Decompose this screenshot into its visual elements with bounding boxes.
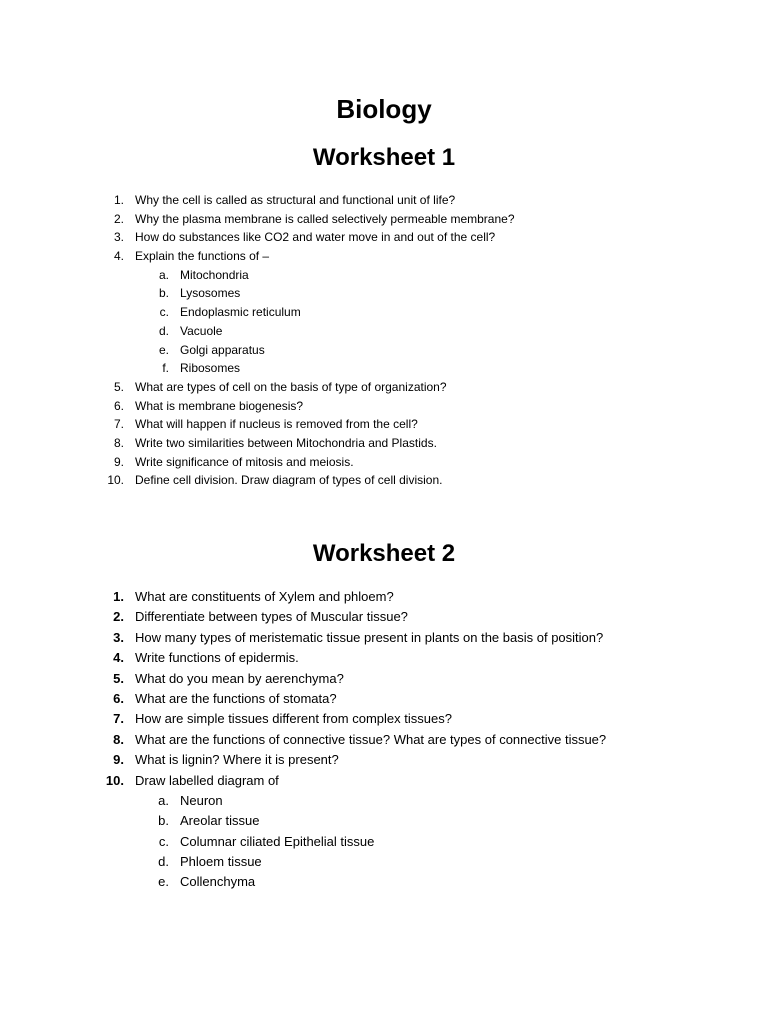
sub-item-text: Neuron	[180, 792, 223, 808]
question-text: How are simple tissues different from complex tissues?	[135, 711, 452, 727]
worksheet-2-question-list	[0, 587, 768, 893]
sub-item	[0, 341, 768, 360]
question-text: What are the functions of stomata?	[135, 690, 337, 706]
sub-item-text: Lysosomes	[180, 286, 241, 301]
sub-item-letter: b.	[158, 286, 169, 301]
sub-item-text: Mitochondria	[180, 267, 249, 282]
page-title: Biology	[336, 94, 432, 124]
worksheet-1-heading: Worksheet 1	[312, 144, 456, 171]
sub-item-text: Areolar tissue	[180, 813, 260, 829]
question-number: 4.	[113, 650, 124, 666]
sub-item-text: Endoplasmic reticulum	[180, 305, 301, 320]
question-item	[0, 397, 768, 416]
question-item	[0, 648, 768, 668]
sub-item	[0, 266, 768, 285]
worksheet-1-question-list	[0, 191, 768, 490]
question-text: Draw labelled diagram of	[135, 772, 279, 788]
sub-item-letter: c.	[158, 833, 169, 849]
question-number: 9.	[113, 752, 124, 768]
question-number: 8.	[113, 731, 124, 747]
question-text: How many types of meristematic tissue present in plants on the basis of position?	[135, 629, 604, 645]
question-text: How do substances like CO2 and water move in and out of the cell?	[135, 230, 496, 245]
question-number: 5.	[113, 379, 124, 394]
sub-item-letter: b.	[158, 813, 169, 829]
sub-item	[0, 359, 768, 378]
question-item	[0, 453, 768, 472]
question-number: 10.	[107, 473, 124, 488]
sub-item-letter: a.	[158, 792, 169, 808]
sub-item	[0, 811, 768, 831]
question-number: 7.	[113, 417, 124, 432]
question-text: Why the plasma membrane is called selectively permeable membrane?	[135, 211, 515, 226]
question-item	[0, 471, 768, 490]
question-text: What will happen if nucleus is removed from the cell?	[135, 417, 418, 432]
question-item	[0, 771, 768, 791]
question-number: 9.	[113, 454, 124, 469]
question-text: Define cell division. Draw diagram of types of cell division.	[135, 473, 443, 488]
sub-item-text: Golgi apparatus	[180, 342, 265, 357]
question-text: Why the cell is called as structural and functional unit of life?	[135, 193, 456, 207]
sub-item	[0, 791, 768, 811]
question-text: Differentiate between types of Muscular tissue?	[135, 609, 408, 625]
question-number: 10.	[105, 772, 124, 788]
sub-item-letter: a.	[158, 267, 169, 282]
question-text: What are the functions of connective tissue? What are types of connective tissue?	[135, 731, 607, 747]
question-item	[0, 669, 768, 689]
question-item	[0, 378, 768, 397]
sub-item-text: Vacuole	[180, 323, 223, 338]
question-number: 3.	[113, 230, 124, 245]
question-text: What are types of cell on the basis of type of organization?	[135, 379, 447, 394]
question-item	[0, 689, 768, 709]
sub-item-letter: d.	[158, 854, 169, 870]
question-number: 8.	[113, 435, 124, 450]
question-number: 2.	[113, 609, 124, 625]
sub-item	[0, 872, 768, 892]
question-text: Write functions of epidermis.	[135, 650, 299, 666]
question-item	[0, 434, 768, 453]
question-text: Write significance of mitosis and meiosis.	[135, 454, 354, 469]
question-item	[0, 228, 768, 247]
question-text: Write two similarities between Mitochondria and Plastids.	[135, 435, 437, 450]
sub-item-text: Phloem tissue	[180, 854, 262, 870]
sub-item-text: Columnar ciliated Epithelial tissue	[180, 833, 375, 849]
question-number: 6.	[113, 690, 124, 706]
question-item	[0, 415, 768, 434]
sub-item-letter: e.	[158, 874, 169, 890]
sub-item	[0, 852, 768, 872]
worksheet-2-heading: Worksheet 2	[312, 540, 456, 567]
question-item	[0, 709, 768, 729]
question-item	[0, 607, 768, 627]
question-text: What is lignin? Where it is present?	[135, 752, 339, 768]
question-number: 1.	[113, 193, 124, 207]
sub-item-letter: e.	[158, 342, 169, 357]
sub-item-text: Collenchyma	[180, 874, 256, 890]
sub-item	[0, 303, 768, 322]
question-text: Explain the functions of –	[135, 249, 270, 264]
sub-item-text: Ribosomes	[180, 361, 241, 376]
question-number: 2.	[113, 211, 124, 226]
sub-item-letter: c.	[159, 305, 169, 320]
sub-item	[0, 832, 768, 852]
sub-item-letter: d.	[158, 323, 169, 338]
question-item	[0, 210, 768, 229]
question-text: What do you mean by aerenchyma?	[135, 670, 344, 686]
question-number: 5.	[113, 670, 124, 686]
question-number: 1.	[113, 589, 124, 604]
question-number: 3.	[113, 629, 124, 645]
sub-item-letter: f.	[162, 361, 169, 376]
question-item	[0, 628, 768, 648]
question-item	[0, 750, 768, 770]
question-text: What are constituents of Xylem and phloem?	[135, 589, 394, 604]
question-item	[0, 191, 768, 210]
question-number: 4.	[113, 249, 124, 264]
question-text: What is membrane biogenesis?	[135, 398, 304, 413]
sub-item	[0, 284, 768, 303]
question-number: 7.	[113, 711, 124, 727]
question-item	[0, 730, 768, 750]
question-number: 6.	[113, 398, 124, 413]
sub-item	[0, 322, 768, 341]
question-item	[0, 247, 768, 266]
question-item	[0, 587, 768, 607]
